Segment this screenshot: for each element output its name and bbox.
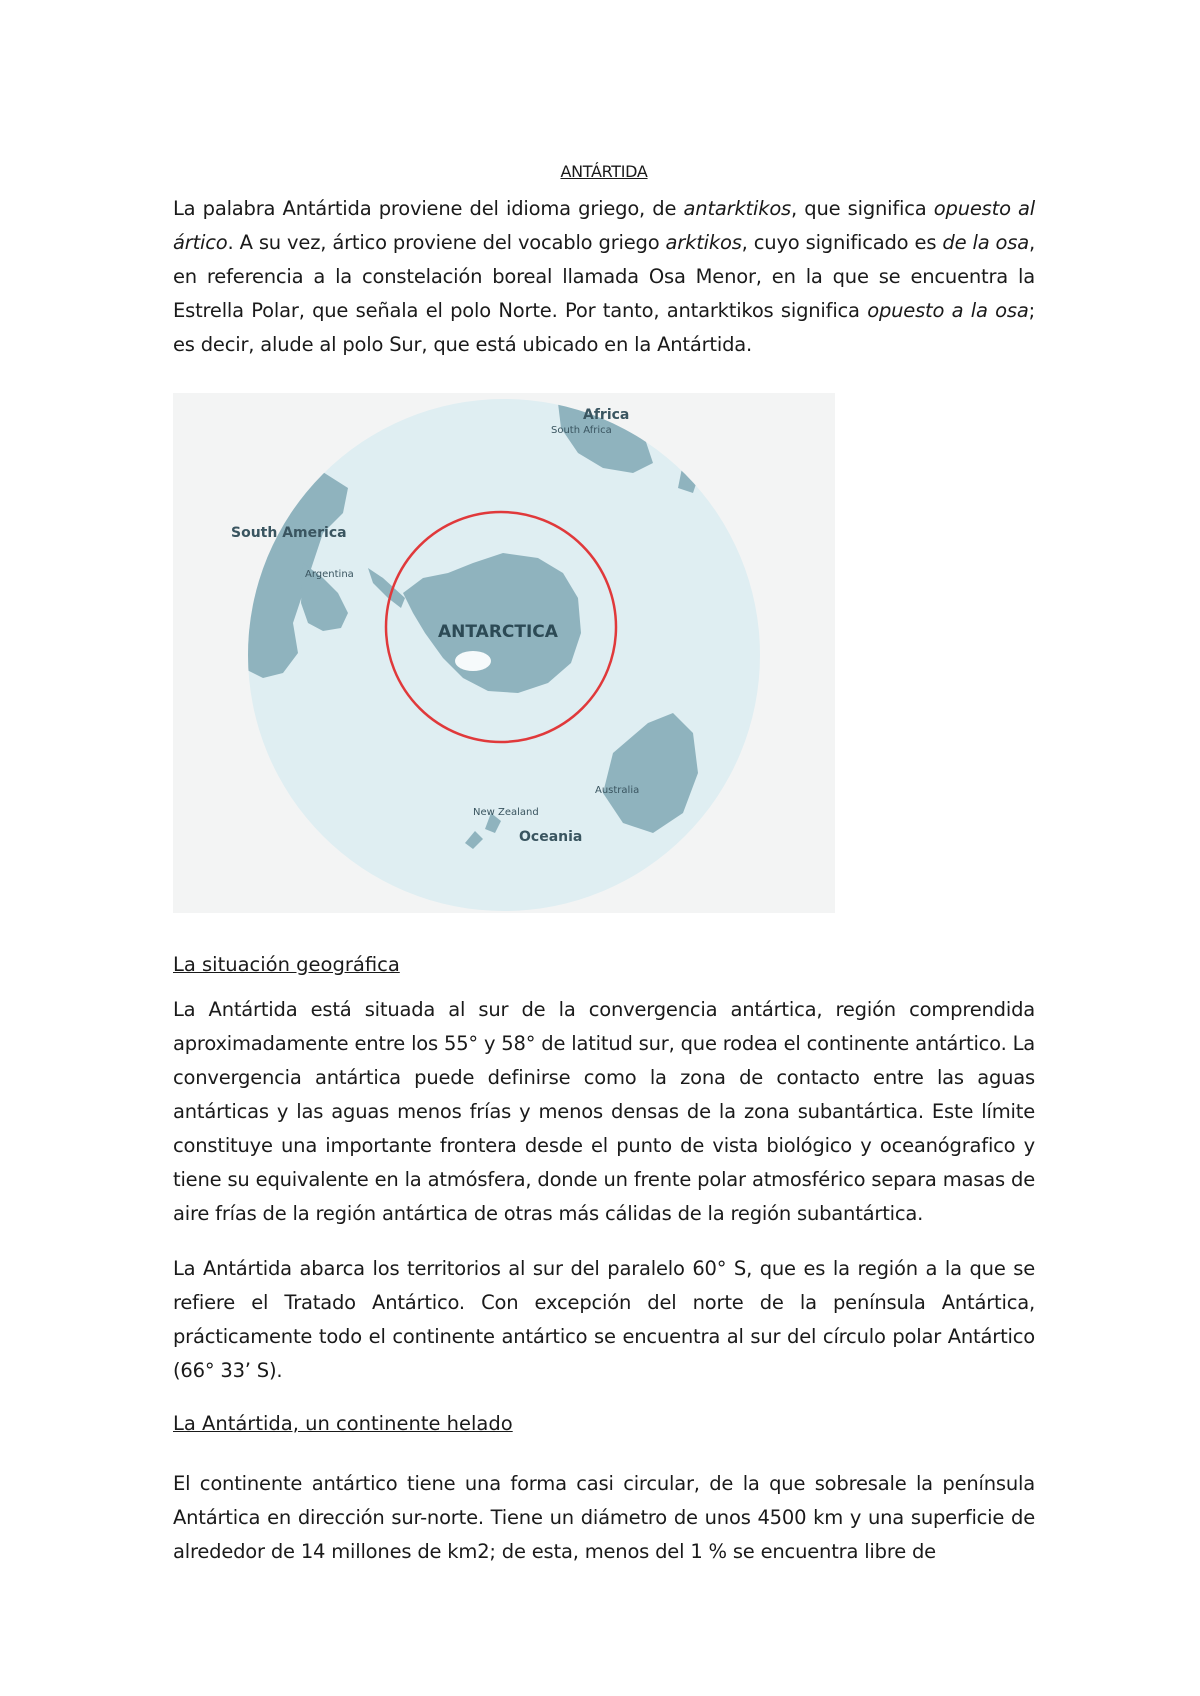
intro-italic: opuesto al ártico	[173, 197, 1036, 254]
label-new-zealand: New Zealand	[473, 807, 539, 818]
intro-italic: antarktikos	[683, 197, 792, 220]
antarctica-map-figure	[173, 393, 835, 913]
label-australia: Australia	[595, 785, 640, 796]
intro-italic: opuesto a la osa	[867, 299, 1029, 322]
label-south-africa: South Africa	[551, 425, 612, 436]
intro-text: . A su vez, ártico proviene del vocablo griego	[227, 231, 666, 254]
section1-paragraph-1: La Antártida está situada al sur de la convergencia antártica, región comprendida aproximadamente entre los 55° y 58° de latitud sur, que rodea el continente antártico. La convergencia antártica puede definirse como la zona de contacto entre las aguas antárticas y las aguas menos frías y menos densas de la zona subantártica. Este límite constituye una importante frontera desde el punto de vista biológico y oceanógrafico y tiene su equivalente en la atmósfera, donde un frente polar atmosférico separa masas de aire frías de la región antártica de otras más cálidas de la región subantártica.	[173, 998, 1035, 1225]
section1-paragraph-2: La Antártida abarca los territorios al sur del paralelo 60° S, que es la región a la que se refiere el Tratado Antártico. Con excepción del norte de la península Antártica, prácticamente todo el continente antártico se encuentra al sur del círculo polar Antártico (66° 33’ S).	[173, 1257, 1035, 1382]
intro-text: La palabra Antártida proviene del idioma griego, de	[173, 197, 684, 220]
section2-paragraph-1: El continente antártico tiene una forma casi circular, de la que sobresale la península Antártica en dirección sur-norte. Tiene un diámetro de unos 4500 km y una superficie de alrededor de 14 millones de km2; de esta, menos del 1 % se encuentra libre de	[173, 1472, 1035, 1563]
label-south-america: South America	[231, 525, 347, 541]
intro-paragraph	[173, 192, 1035, 362]
intro-italic: arktikos	[665, 231, 742, 254]
section-heading: La Antártida, un continente helado	[173, 1412, 513, 1435]
label-antarctica: ANTARCTICA	[438, 622, 558, 642]
intro-text: , que significa	[791, 197, 934, 220]
label-oceania: Oceania	[519, 829, 583, 845]
section-heading: La situación geográfica	[173, 953, 400, 976]
intro-italic: de la osa	[942, 231, 1029, 254]
document-title: ANTÁRTIDA	[560, 162, 648, 181]
label-argentina: Argentina	[305, 569, 354, 580]
intro-text: , en referencia a la constelación boreal llamada Osa Menor, en la que se encuentra la Estrella Polar, que señala el polo Norte. Por tanto, antarktikos significa	[173, 231, 1035, 322]
antarctica-map	[173, 393, 835, 913]
intro-text: ; es decir, alude al polo Sur, que está ubicado en la Antártida.	[173, 299, 1035, 356]
intro-text: , cuyo significado es	[741, 231, 943, 254]
ross-ice-shelf	[455, 651, 491, 671]
label-africa: Africa	[583, 407, 630, 423]
